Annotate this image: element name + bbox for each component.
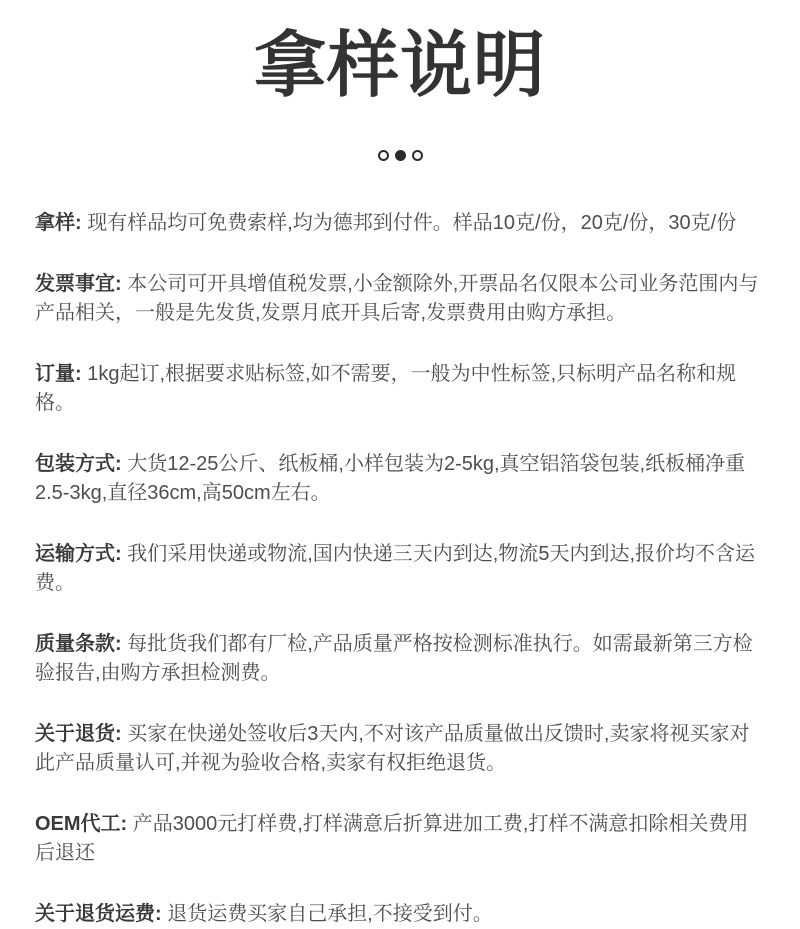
page-title: 拿样说明	[253, 26, 546, 106]
section-1	[35, 270, 765, 328]
section-text: 现有样品均可免费索样,均为德邦到付件。样品10克/份，20克/份，30克/份	[87, 212, 737, 234]
section-8	[35, 900, 765, 929]
section-0	[35, 209, 765, 238]
section-text: 我们采用快递或物流,国内快递三天内到达,物流5天内到达,报价均不含运费。	[35, 543, 756, 594]
section-7	[35, 810, 765, 868]
section-text: 买家在快递处签收后3天内,不对该产品质量做出反馈时,卖家将视买家对此产品质量认可,并视为验收合格,卖家有权拒绝退货。	[35, 723, 750, 774]
section-3	[35, 450, 765, 508]
sections-list	[0, 161, 800, 929]
carousel-dot-2-active[interactable]	[395, 150, 406, 161]
section-label: 拿样:	[35, 212, 82, 234]
section-text: 退货运费买家自己承担,不接受到付。	[167, 903, 493, 925]
section-text: 产品3000元打样费,打样满意后折算进加工费,打样不满意扣除相关费用后退还	[35, 813, 749, 864]
section-label: 订量:	[35, 363, 82, 385]
section-text: 1kg起订,根据要求贴标签,如不需要，一般为中性标签,只标明产品名称和规格。	[35, 363, 737, 414]
carousel-dot-3[interactable]	[412, 150, 423, 161]
carousel-dot-1[interactable]	[378, 150, 389, 161]
section-text: 大货12-25公斤、纸板桶,小样包装为2-5kg,真空铝箔袋包装,纸板桶净重2.5-3kg,直径36cm,高50cm左右。	[35, 453, 746, 504]
section-label: 关于退货运费:	[35, 903, 162, 925]
section-text: 本公司可开具增值税发票,小金额除外,开票品名仅限本公司业务范围内与产品相关，一般是先发货,发票月底开具后寄,发票费用由购方承担。	[35, 273, 759, 324]
section-5	[35, 630, 765, 688]
section-2	[35, 360, 765, 418]
section-6	[35, 720, 765, 778]
section-label: 发票事宜:	[35, 273, 122, 295]
carousel-dots	[0, 150, 800, 161]
section-label: 包装方式:	[35, 453, 122, 475]
section-label: 运输方式:	[35, 543, 122, 565]
section-label: 质量条款:	[35, 633, 122, 655]
section-label: OEM代工:	[35, 813, 128, 835]
section-text: 每批货我们都有厂检,产品质量严格按检测标准执行。如需最新第三方检验报告,由购方承担检测费。	[35, 633, 753, 684]
section-label: 关于退货:	[35, 723, 122, 745]
section-4	[35, 540, 765, 598]
